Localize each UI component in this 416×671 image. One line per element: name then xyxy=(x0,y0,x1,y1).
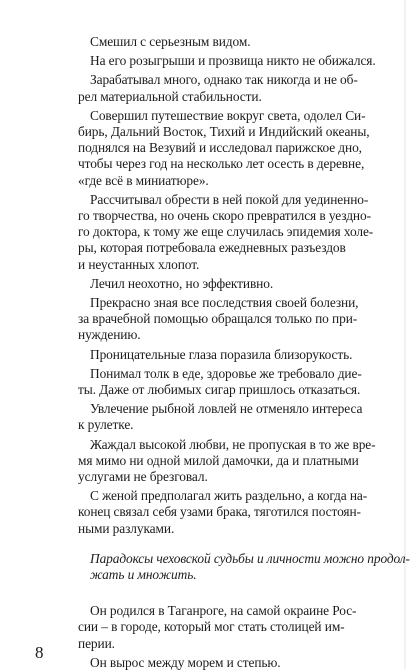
text-line: за врачебной помощью обращался только по при- xyxy=(78,311,358,327)
text-line: Лечил неохотно, но эффективно. xyxy=(90,275,274,291)
text-line: ры, которая потребовала ежедневных разъездов xyxy=(78,240,346,256)
text-line: На его розыгрыши и прозвища никто не обижался. xyxy=(90,53,376,69)
paragraph xyxy=(78,295,358,344)
text-line: перии. xyxy=(78,635,115,651)
paragraph xyxy=(78,347,352,363)
text-line: чтобы через год на несколько лет осесть в деревне, xyxy=(78,156,365,172)
paragraph xyxy=(78,192,373,273)
text-line: Зарабатывал много, однако так никогда и не об- xyxy=(90,72,358,88)
text-line: Понимал толк в еде, здоровье же требовало дие- xyxy=(90,365,362,381)
text-line: сии – в городе, который мог стать столицей им- xyxy=(78,619,345,635)
text-line: го творчества, но очень скоро превратился в уездно- xyxy=(78,208,371,223)
text-line: Увлечение рыбной ловлей не отменяло интереса xyxy=(90,401,363,417)
text-line: С женой предполагал жить раздельно, а когда на- xyxy=(90,488,368,504)
text-line: и неустанных хлопот. xyxy=(78,256,200,272)
text-line: конец связал себя узами брака, тяготился постоян- xyxy=(78,504,361,520)
text-line: Прекрасно зная все последствия своей болезни, xyxy=(90,295,359,310)
italic-remark xyxy=(90,551,410,583)
text-line: поднялся на Везувий и исследовал парижское дно, xyxy=(78,140,362,156)
text-line: Жаждал высокой любви, не пропуская в то же вре- xyxy=(90,436,376,452)
paragraph xyxy=(78,401,362,433)
text-line: бирь, Дальний Восток, Тихий и Индийский океаны, xyxy=(78,124,370,139)
text-line: нуждению. xyxy=(78,327,141,343)
paragraph xyxy=(78,108,370,189)
paragraph xyxy=(78,437,376,486)
paragraph xyxy=(78,72,358,104)
text-line: к рулетке. xyxy=(78,417,134,433)
text-line: Рассчитывал обрести в ней покой для уединенно- xyxy=(90,191,369,207)
text-line: рел материальной стабильности. xyxy=(78,88,262,104)
paragraph xyxy=(78,53,376,69)
paragraph xyxy=(78,34,250,50)
text-line: услугами не брезговал. xyxy=(78,469,208,484)
paragraph xyxy=(78,603,356,652)
text-line: Он вырос между морем и степью. xyxy=(90,654,281,670)
text-line: Проницательные глаза поразила близорукость. xyxy=(90,346,353,362)
text-line: «где всё в миниатюре». xyxy=(78,172,209,188)
text-line: мя мимо ни одной милой дамочки, да и платными xyxy=(78,452,359,468)
paragraph xyxy=(78,488,367,537)
text-line: ными разлуками. xyxy=(78,520,175,536)
paragraph xyxy=(78,276,273,292)
page-number: 8 xyxy=(35,643,44,662)
paragraph xyxy=(78,366,362,398)
text-line: Парадоксы чеховской судьбы и личности можно продол- xyxy=(90,550,410,566)
text-line: го доктора, к тому же еще случилась эпидемия холе- xyxy=(78,224,374,240)
text-line: Совершил путешествие вокруг света, одолел Си- xyxy=(90,107,366,123)
text-line: жать и множить. xyxy=(90,567,197,582)
text-line: Он родился в Таганроге, на самой окраине Рос- xyxy=(90,603,357,619)
text-line: Смешил с серьезным видом. xyxy=(90,34,251,49)
text-line: ты. Даже от любимых сигар пришлось отказаться. xyxy=(78,382,361,397)
